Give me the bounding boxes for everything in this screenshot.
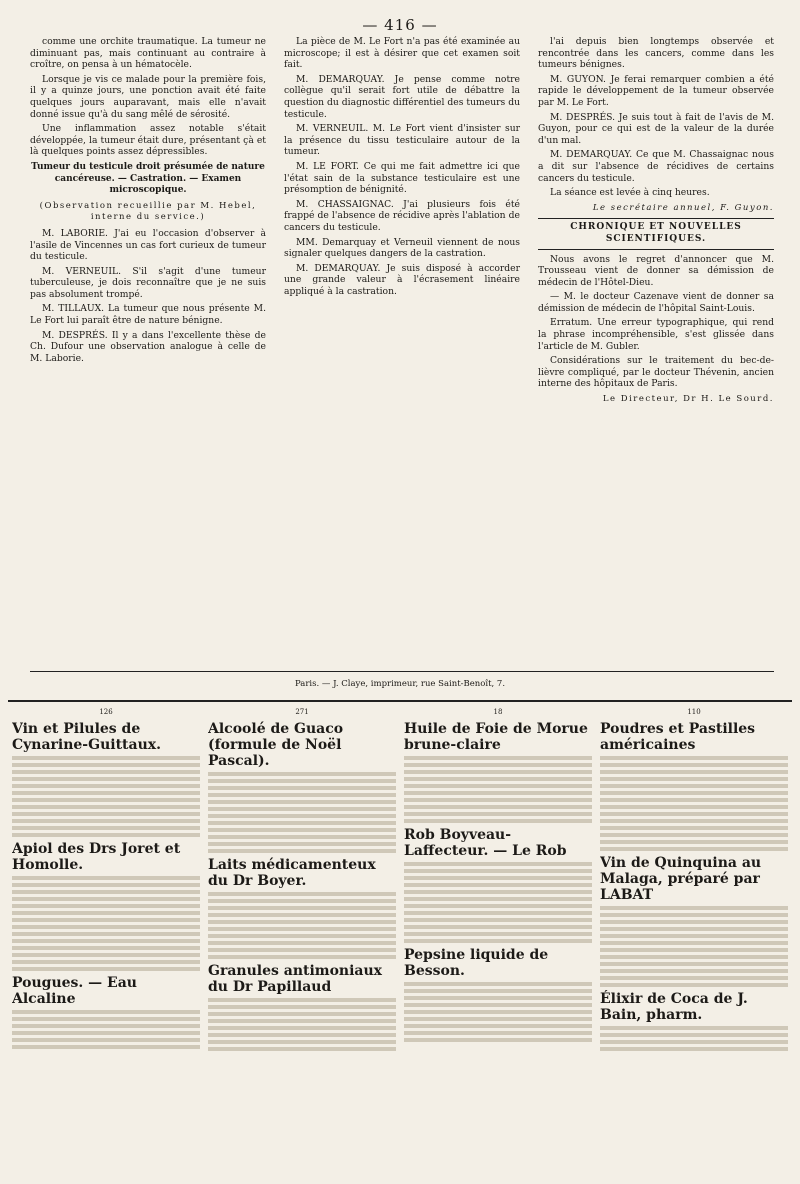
ad-heading: Laits médicamenteux du Dr Boyer.: [208, 857, 376, 890]
paragraph: Lorsque je vis ce malade pour la première fois, il y a quinze jours, une ponction avait été faite quelques jours auparavant, mais elle n'avait donné issue qu'à du sang mêlé de sérosité.: [30, 73, 266, 120]
signature: Le secrétaire annuel, F. Guyon.: [592, 202, 774, 213]
article-title: Tumeur du testicule droit présumée de nature cancéreuse. — Castration. — Examen microscopique.: [31, 161, 265, 196]
ad-column-2: [208, 708, 396, 1174]
credit-line: (Observation recueillie par M. Hebel, interne du service.): [39, 200, 257, 223]
paragraph: M. LABORIE. J'ai eu l'occasion d'observer à l'asile de Vincennes un cas fort curieux de tumeur du testicule.: [30, 227, 266, 263]
director-line: Le Directeur, Dr H. Le Sourd.: [602, 394, 774, 405]
section-heading: CHRONIQUE ET NOUVELLES SCIENTIFIQUES.: [538, 218, 774, 249]
paragraph: MM. Demarquay et Verneuil viennent de nous signaler quelques dangers de la castration.: [284, 236, 520, 260]
ad-heading: Huile de Foie de Morue brune-claire: [404, 721, 588, 754]
article-columns: [30, 36, 774, 666]
paragraph: La séance est levée à cinq heures.: [550, 187, 710, 199]
paragraph: M. LE FORT. Ce qui me fait admettre ici que l'état sain de la substance testiculaire est une présomption de bénignité.: [284, 160, 520, 196]
paragraph: M. DESPRÉS. Il y a dans l'excellente thèse de Ch. Dufour une observation analogue à celle de M. Laborie.: [30, 329, 266, 364]
ad-heading: Alcoolé de Guaco (formule de Noël Pascal).: [208, 721, 344, 770]
paragraph: M. GUYON. Je ferai remarquer combien a été rapide le développement de la tumeur observée par M. Le Fort.: [538, 73, 774, 108]
paragraph: La pièce de M. Le Fort n'a pas été examinée au microscope; il est à désirer que cet examen soit fait.: [284, 36, 520, 71]
paragraph: M. TILLAUX. La tumeur que nous présente M. Le Fort lui paraît être de nature bénigne.: [30, 303, 266, 327]
paragraph: M. DESPRÉS. Je suis tout à fait de l'avis de M. Guyon, pour ce qui est de la valeur de la durée d'un mal.: [538, 111, 774, 146]
ad-heading: Pougues. — Eau Alcaline: [12, 975, 137, 1008]
ad-heading: Vin de Quinquina au Malaga, préparé par LABAT: [600, 855, 762, 904]
ad-heading: Poudres et Pastilles américaines: [600, 721, 756, 754]
ad-number: 18: [493, 708, 503, 716]
paragraph: — M. le docteur Cazenave vient de donner sa démission de médecin de l'hôpital Saint-Louis.: [538, 291, 774, 314]
paragraph: comme une orchite traumatique. La tumeur ne diminuant pas, mais continuant au contraire à croître, on pensa à un hématocèle.: [30, 36, 266, 71]
paragraph: Considérations sur le traitement du bec-de-lièvre compliqué, par le docteur Thévenin, ancien interne des hôpitaux de Paris.: [538, 355, 774, 390]
divider: [30, 671, 774, 672]
ad-heading: Pepsine liquide de Besson.: [404, 947, 549, 980]
ad-column-3: [404, 708, 592, 1174]
ad-column-4: [600, 708, 788, 1174]
paragraph: M. CHASSAIGNAC. J'ai plusieurs fois été frappé de l'absence de récidive après l'ablation de cancers du testicule.: [284, 198, 520, 233]
column-2: [284, 36, 520, 666]
ad-number: 110: [687, 708, 701, 716]
ad-number: 126: [99, 708, 113, 716]
ad-column-1: [12, 708, 200, 1174]
paragraph: M. DEMARQUAY. Je suis disposé à accorder une grande valeur à l'écrasement linéaire appliqué à la castration.: [284, 262, 520, 297]
ad-heading: Vin et Pilules de Cynarine-Guittaux.: [12, 721, 161, 754]
paragraph: M. DEMARQUAY. Je pense comme notre collègue qu'il serait fort utile de débattre la question du diagnostic différentiel des tumeurs du testicule.: [284, 73, 520, 120]
paragraph: Nous avons le regret d'annoncer que M. Trousseau vient de donner sa démission de médecin de l'Hôtel-Dieu.: [538, 253, 774, 288]
column-3: [538, 36, 774, 666]
ad-heading: Granules antimoniaux du Dr Papillaud: [208, 963, 383, 996]
paragraph: M. DEMARQUAY. Ce que M. Chassaignac nous a dit sur l'absence de récidives de certains cancers du testicule.: [538, 149, 774, 184]
paragraph: l'ai depuis bien longtemps observée et rencontrée dans les cancers, comme dans les tumeurs bénignes.: [538, 36, 774, 71]
printer-line: Paris. — J. Claye, imprimeur, rue Saint-Benoît, 7.: [294, 679, 506, 689]
paragraph: Une inflammation assez notable s'était développée, la tumeur était dure, présentant çà et là quelques points assez dépressibles.: [30, 123, 266, 158]
paragraph: M. VERNEUIL. M. Le Fort vient d'insister sur la présence du tissu testiculaire autour de la tumeur.: [284, 123, 520, 158]
page-number: — 416 —: [362, 16, 438, 34]
column-1: [30, 36, 266, 666]
ad-heading: Rob Boyveau-Laffecteur. — Le Rob: [404, 827, 567, 860]
paragraph: Erratum. Une erreur typographique, qui rend la phrase incompréhensible, s'est glissée dans l'article de M. Gubler.: [538, 317, 774, 352]
advertisements: [8, 700, 792, 1178]
paragraph: M. VERNEUIL. S'il s'agit d'une tumeur tuberculeuse, je dois reconnaître que je ne suis pas absolument trompé.: [30, 265, 266, 300]
ad-number: 271: [295, 708, 309, 716]
ad-heading: Élixir de Coca de J. Bain, pharm.: [600, 991, 748, 1024]
ad-heading: Apiol des Drs Joret et Homolle.: [12, 841, 181, 874]
